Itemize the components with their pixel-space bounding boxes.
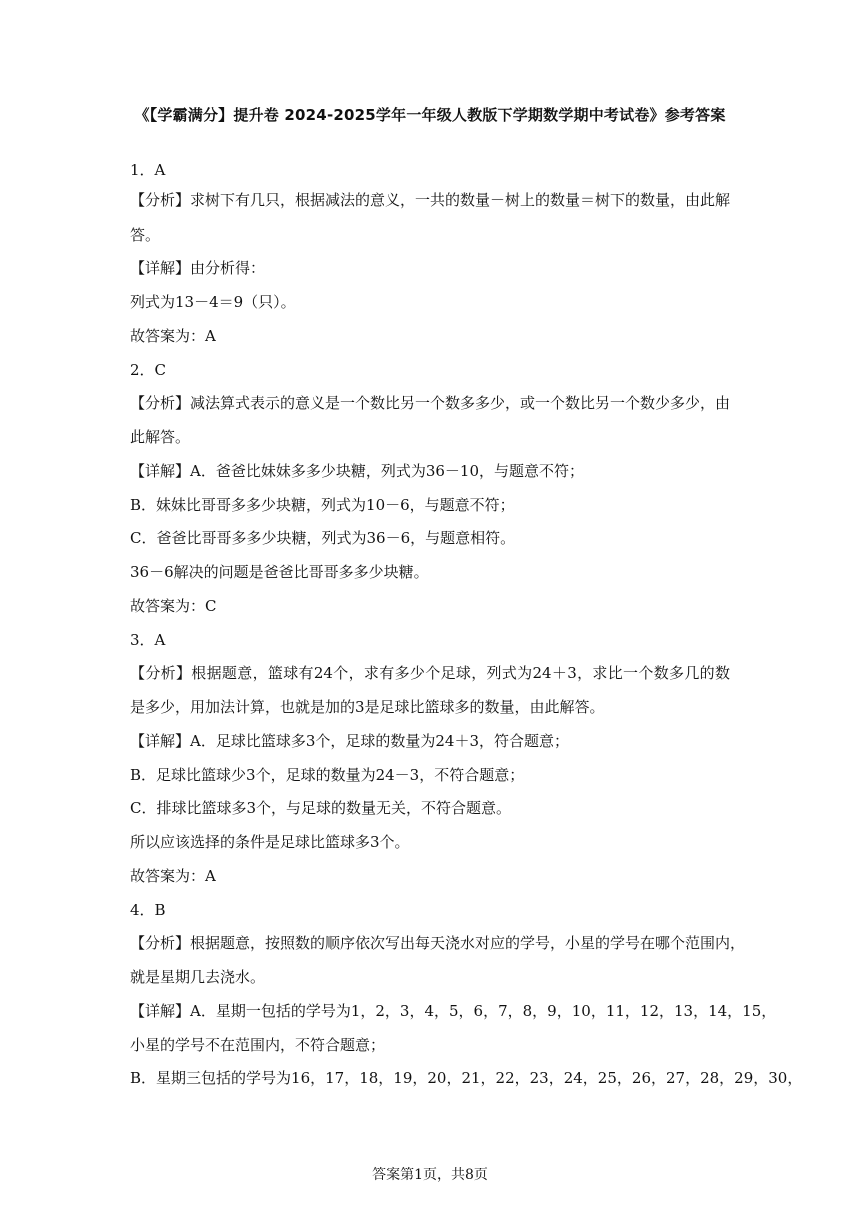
answer-line: C．排球比篮球多3个，与足球的数量无关，不符合题意。 xyxy=(130,799,512,817)
answer-line: 【分析】根据题意，按照数的顺序依次写出每天浇水对应的学号，小星的学号在哪个范围内， xyxy=(130,934,746,952)
answer-line: 【分析】减法算式表示的意义是一个数比另一个数多多少，或一个数比另一个数少多少，由 xyxy=(130,394,731,412)
answer-line: 3．A xyxy=(130,631,166,649)
answer-line: 就是星期几去浇水。 xyxy=(130,968,266,986)
answer-line: 【详解】由分析得： xyxy=(130,259,266,277)
answer-line: 1．A xyxy=(130,161,166,179)
answer-line: 是多少，用加法计算，也就是加的3是足球比篮球多的数量，由此解答。 xyxy=(130,698,605,716)
answer-line: 所以应该选择的条件是足球比篮球多3个。 xyxy=(130,833,410,851)
answer-line: B．足球比篮球少3个，足球的数量为24－3，不符合题意； xyxy=(130,766,525,784)
answer-line: 【详解】A．足球比篮球多3个，足球的数量为24＋3，符合题意； xyxy=(130,732,570,750)
answer-line: 故答案为：C xyxy=(130,597,217,615)
answer-line: 此解答。 xyxy=(130,428,191,446)
answer-line: C．爸爸比哥哥多多少块糖，列式为36－6，与题意相符。 xyxy=(130,529,516,547)
answer-line: 【分析】求树下有几只，根据减法的意义，一共的数量－树上的数量＝树下的数量，由此解 xyxy=(130,191,731,209)
answer-line: 列式为13－4＝9（只）。 xyxy=(130,293,296,311)
answer-line: 小星的学号不在范围内，不符合题意； xyxy=(130,1036,386,1054)
answer-line: 36－6解决的问题是爸爸比哥哥多多少块糖。 xyxy=(130,563,429,581)
answer-line: 【详解】A．爸爸比妹妹多多少块糖，列式为36－10，与题意不符； xyxy=(130,462,585,480)
document-title: 《【学霸满分】提升卷 2024-2025学年一年级人教版下学期数学期中考试卷》参考答案 xyxy=(134,106,726,124)
answer-line: 2．C xyxy=(130,361,167,379)
answer-line: B．星期三包括的学号为16，17，18，19，20，21，22，23，24，25，26，27，28，29，30， xyxy=(130,1069,803,1087)
page-footer: 答案第1页，共8页 xyxy=(372,1167,488,1183)
answer-line: 【分析】根据题意，篮球有24个，求有多少个足球，列式为24＋3，求比一个数多几的数 xyxy=(130,664,730,682)
answer-line: 故答案为：A xyxy=(130,867,216,885)
answer-line: B．妹妹比哥哥多多少块糖，列式为10－6，与题意不符； xyxy=(130,496,515,514)
answer-line: 4．B xyxy=(130,901,166,919)
answer-line: 故答案为：A xyxy=(130,327,216,345)
answer-line: 答。 xyxy=(130,226,161,244)
answer-line: 【详解】A．星期一包括的学号为1，2，3，4，5，6，7，8，9，10，11，12，13，14，15， xyxy=(130,1002,777,1020)
